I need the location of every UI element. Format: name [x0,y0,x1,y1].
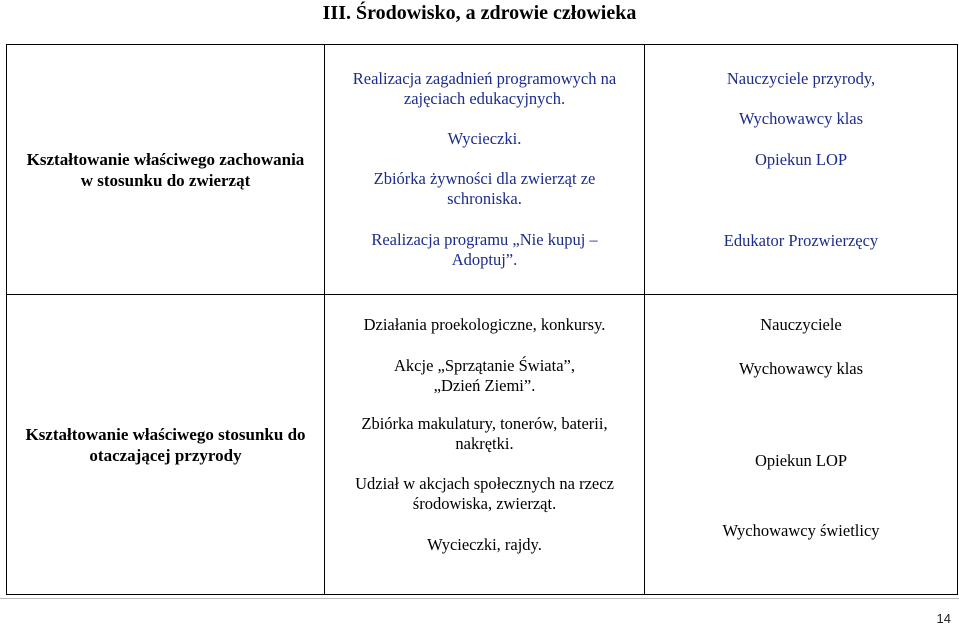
goal-text [7,424,324,466]
section-title: III. Środowisko, a zdrowie człowieka [322,2,637,24]
task-item: Wycieczki, rajdy. [427,535,542,554]
responsible-item: Wychowawcy klas [738,359,864,378]
responsible-item: Opiekun LOP [754,451,848,470]
responsible-item: Nauczyciele [760,315,842,334]
goal-line: otaczającej przyrody [89,445,242,465]
tasks-cell [325,295,645,595]
responsible-item: Opiekun LOP [754,150,848,169]
responsible-item: Wychowawcy świetlicy [722,521,880,540]
goal-line: Kształtowanie właściwego stosunku do [25,424,306,444]
table-row [7,45,958,295]
goal-cell [7,45,325,295]
task-item: Realizacja programu „Nie kupuj – Adoptuj”. [371,230,598,269]
goal-line: w stosunku do zwierząt [80,170,251,190]
task-item: Zbiórka żywności dla zwierząt ze schroniska. [373,169,596,208]
task-item: Udział w akcjach społecznych na rzecz środowiska, zwierząt. [355,474,614,513]
task-item: Akcje „Sprzątanie Świata”, „Dzień Ziemi”. [394,356,575,395]
responsible-item: Edukator Prozwierzęcy [723,231,879,250]
responsible-cell [645,295,958,595]
task-item: Wycieczki. [447,129,522,148]
table-row [7,295,958,595]
goal-text [7,149,324,191]
task-item: Zbiórka makulatury, tonerów, baterii, nakrętki. [361,414,608,453]
responsible-item: Nauczyciele przyrody, [726,69,876,88]
goal-cell [7,295,325,595]
responsible-cell [645,45,958,295]
responsible-item: Wychowawcy klas [738,109,864,128]
page-footer [0,598,959,630]
task-item: Realizacja zagadnień programowych na zajęciach edukacyjnych. [352,69,617,108]
goal-line: Kształtowanie właściwego zachowania [26,149,305,169]
tasks-cell [325,45,645,295]
task-item: Działania proekologiczne, konkursy. [363,315,606,334]
page-number: 14 [936,611,951,626]
plan-table [6,44,958,595]
